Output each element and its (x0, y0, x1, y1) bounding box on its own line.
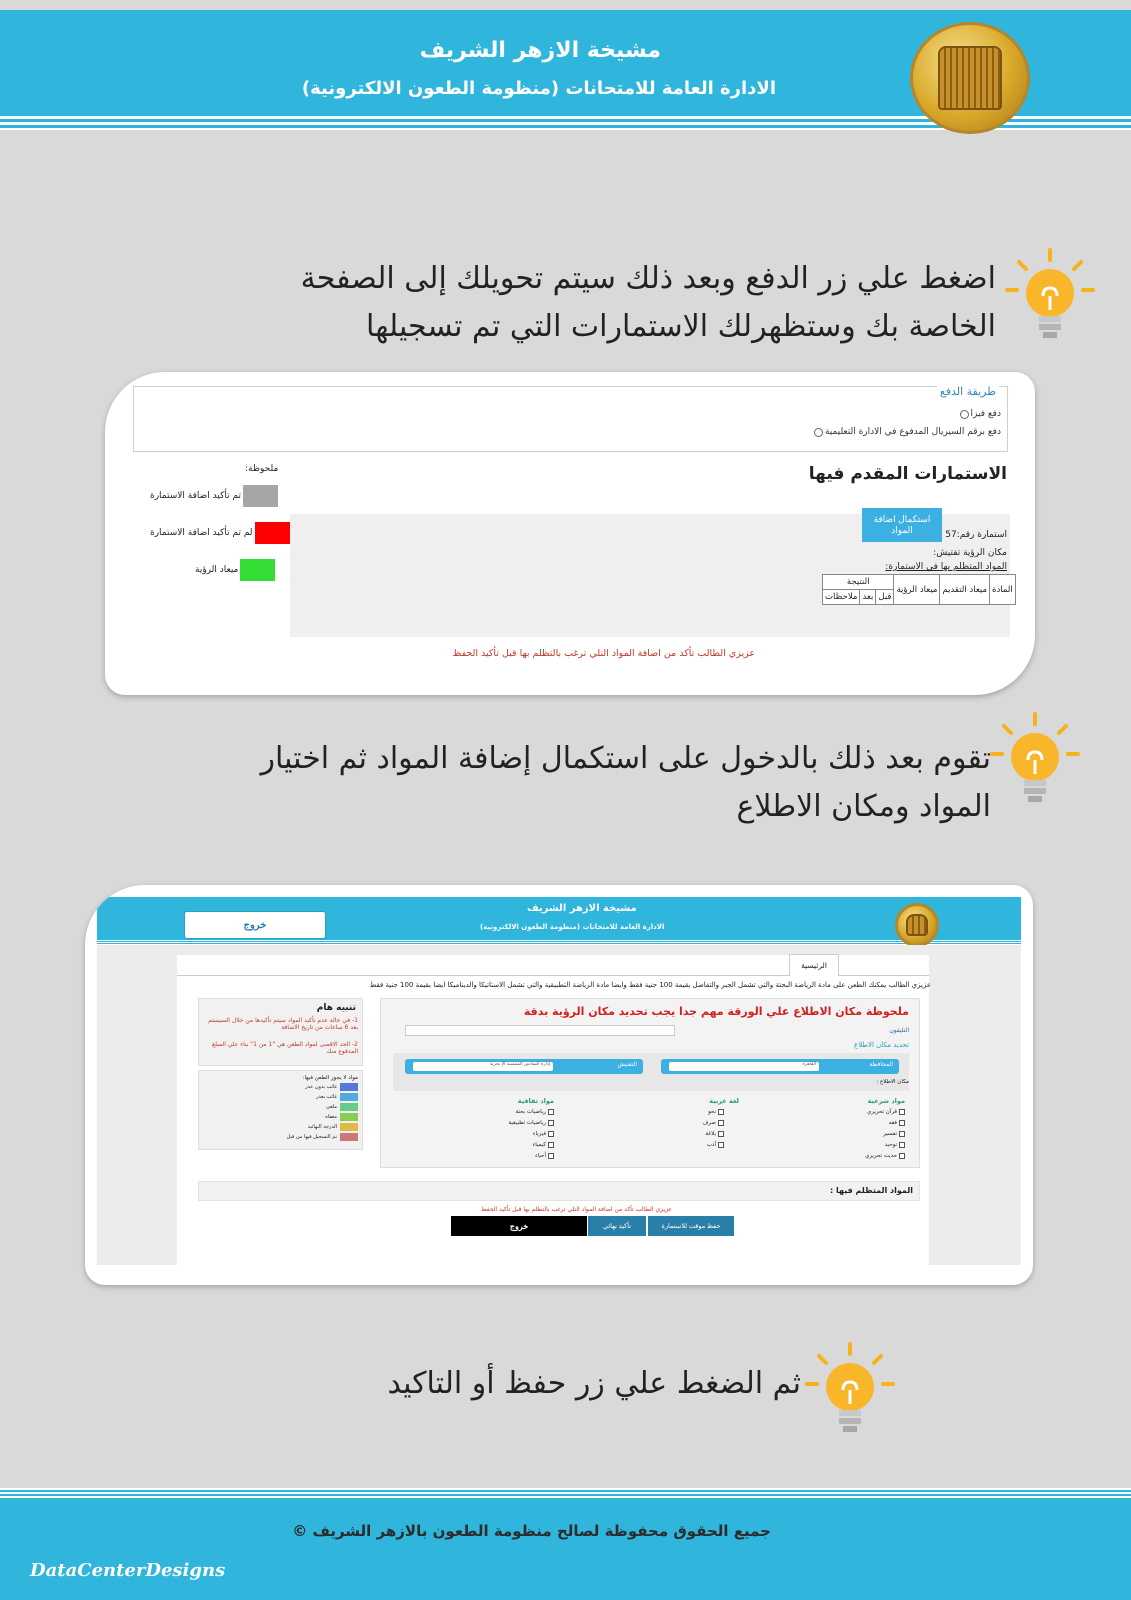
pay-serial-radio[interactable] (814, 428, 823, 437)
instruction-step-2 (111, 735, 991, 831)
legend-swatch-green (240, 559, 275, 581)
governorate-label: المحافظة (869, 1061, 893, 1068)
save-temp-button[interactable]: حفظ موقت للاستمارة (648, 1216, 734, 1236)
pay-visa-radio[interactable] (960, 410, 969, 419)
screenshot1-warning: عزيزي الطالب تأكد من اضافة المواد التلي ترغب بالتظلم بها قبل تأكيد الحفظ (452, 648, 755, 659)
pay-visa-label: دفع فيزا (970, 409, 1001, 419)
footer-copyright: جميع الحقوق محفوظة لصالح منظومة الطعون بالازهر الشريف © (292, 1522, 771, 1540)
key-item: تم التسجيل فيها من قبل (287, 1133, 358, 1141)
key-item: الدرجة النهائية (308, 1123, 358, 1131)
subject-checkbox[interactable]: تفسير (883, 1131, 905, 1137)
subject-checkbox[interactable]: حديث تحريري (865, 1153, 905, 1159)
pricing-note: عزيزي الطالب يمكنك الطعن على مادة الرياضة البحتة والتي تشمل الجبر والتفاضل بقيمة 100 جنية فقط وايضا مادة الرياضة التطبيقية والتي تشمل الاستاتيكا والديناميكا ايضا بقيمة 100 جنية فقط (369, 981, 931, 989)
subjects-label: المواد المتظلم بها في الاستمارة: (885, 562, 1007, 572)
screenshot-subjects-form (85, 885, 1033, 1285)
governorate-select[interactable] (661, 1059, 899, 1074)
visit-location: مكان الرؤية تفتيش: (933, 548, 1007, 558)
legend-not-confirmed-label: لم تم تأكيد اضافة الاستمارة (150, 528, 253, 538)
phone-label: التليفون (889, 1027, 909, 1034)
non-appealable-key-box (198, 1070, 363, 1150)
instruction-step-1-line2: الخاصة بك وستظهرلك الاستمارات التي تم تسجيلها (366, 309, 996, 344)
inspection-value: إدارة السادس المنتسبة الإ بجرية (413, 1062, 553, 1071)
payment-method-fieldset (133, 386, 1008, 452)
legend-visit-date (195, 559, 275, 581)
subject-checkbox[interactable]: أحياء (535, 1153, 554, 1159)
azhar-seal-logo (910, 22, 1030, 134)
phone-input[interactable] (405, 1025, 675, 1036)
applications-title: الاستمارات المقدم فيها (808, 464, 1007, 484)
footer-brand: DataCenterDesigns (30, 1560, 226, 1581)
final-confirm-button[interactable]: تأكيد نهائي (588, 1216, 646, 1236)
subject-checkbox[interactable]: أدب (707, 1142, 724, 1148)
form-title: ملحوظة مكان الاطلاع علي الورقة مهم جدا يجب تحديد مكان الرؤية بدقة (523, 1005, 909, 1018)
payment-method-legend: طريقة الدفع (937, 385, 999, 398)
instruction-step-2-line1: تقوم بعد ذلك بالدخول على استكمال إضافة المواد ثم اختيار (260, 741, 991, 776)
subject-checkbox[interactable]: بلاغة (705, 1131, 724, 1137)
subjects-table (822, 574, 1016, 605)
col-subject: المادة (990, 575, 1016, 605)
instruction-step-1 (136, 255, 996, 351)
legend-swatch-grey (243, 485, 278, 507)
col-visit-date: ميعاد الرؤية (894, 575, 940, 605)
exit-button-bottom[interactable]: خروج (451, 1216, 587, 1236)
subject-checkbox[interactable]: توحيد (885, 1142, 905, 1148)
legend-visit-date-label: ميعاد الرؤية (195, 565, 239, 575)
pay-visa-option[interactable] (960, 409, 1001, 419)
key-item: غائب بعذر (316, 1093, 358, 1101)
col-notes: ملاحظات (823, 590, 860, 605)
screenshot2-warning: عزيزي الطالب تأكد من اضافة المواد التلي ترغب بالتظلم بها قبل تأكيد الحفظ (481, 1206, 673, 1213)
subject-checkbox[interactable]: رياضيات تطبيقية (508, 1120, 554, 1126)
pay-serial-label: دفع برقم السيريال المدفوع في الادارة التعليمية (824, 427, 1001, 437)
subject-checkbox[interactable]: رياضيات بحتة (516, 1109, 554, 1115)
azhar-seal-logo-small (895, 903, 939, 947)
instruction-step-2-line2: المواد ومكان الاطلاع (736, 789, 991, 824)
important-alert-box (198, 998, 363, 1066)
lightbulb-icon (1005, 248, 1095, 348)
registered-subjects-bar (198, 1181, 920, 1201)
legend-confirmed-label: تم تأكيد اضافة الاستمارة (150, 491, 241, 501)
instruction-step-1-line1: اضغط علي زر الدفع وبعد ذلك سيتم تحويلك إلى الصفحة (300, 261, 996, 296)
key-item: غائب بدون عذر (305, 1083, 358, 1091)
category-sharia: مواد شرعية (867, 1097, 905, 1105)
registered-subjects-label: المواد المتظلم فيها : (829, 1186, 913, 1195)
alert-line-2: 2- الحد الاقصى لمواد الطعن هي "1 من 1" بناء علي المبلغ المدفوع منك (211, 1041, 358, 1055)
key-header: مواد لا يجوز الطعن فيها: (302, 1075, 358, 1081)
col-submit-date: ميعاد التقديم (940, 575, 990, 605)
subject-checkbox[interactable]: قرآن تحريري (867, 1109, 905, 1115)
banner-subtitle: الادارة العامة للامتحانات (منظومة الطعون الالكترونية) (301, 78, 776, 99)
tab-home[interactable]: الرئيسية (789, 954, 839, 976)
lightbulb-icon (990, 712, 1080, 812)
inner-header-title: مشيخة الازهر الشريف (527, 903, 637, 914)
access-place-label: مكان الاطلاع : (876, 1079, 909, 1085)
application-number: استمارة رقم:57 (945, 530, 1007, 540)
subject-checkbox[interactable]: صرف (703, 1120, 724, 1126)
alert-line-1: 1- في حالة عدم تأكيد المواد سيتم تأكيدها من خلال السيستم بعد 6 ساعات من تاريخ الاضافة (208, 1017, 358, 1031)
category-arabic: لغة عربية (709, 1097, 739, 1105)
inspection-label: التفتيش (617, 1061, 637, 1068)
governorate-value: القاهرة (669, 1062, 819, 1071)
col-before: قبل (876, 590, 894, 605)
col-after: بعد (860, 590, 876, 605)
key-item: ملغي (326, 1103, 358, 1111)
banner-title: مشيخة الازهر الشريف (419, 38, 661, 63)
screenshot-applications (105, 372, 1035, 695)
category-cultural: مواد ثقافية (517, 1097, 554, 1105)
key-item: معفاه (325, 1113, 358, 1121)
legend-confirmed (150, 485, 278, 507)
lightbulb-icon (805, 1342, 895, 1442)
col-result: النتيجة (823, 575, 894, 590)
instruction-step-3: ثم الضغط علي زر حفظ أو التاكيد (387, 1366, 801, 1401)
location-label: تحديد مكان الاطلاع (854, 1041, 909, 1049)
subject-checkbox[interactable]: فيزياء (533, 1131, 554, 1137)
location-form (380, 998, 920, 1168)
footer (0, 1488, 1131, 1600)
legend-not-confirmed (150, 522, 290, 544)
exit-button-top[interactable]: خروج (184, 911, 326, 939)
subject-checkbox[interactable]: نحو (708, 1109, 724, 1115)
note-label: ملحوظة: (245, 464, 279, 474)
complete-subjects-button[interactable]: استكمال اضافة المواد (862, 508, 942, 542)
inspection-select[interactable] (405, 1059, 643, 1074)
pay-serial-option[interactable] (814, 427, 1001, 437)
inner-header-subtitle: الادارة العامة للامتحانات (منظومة الطعون الالكترونية) (480, 923, 665, 931)
subject-checkbox[interactable]: كيمياء (533, 1142, 554, 1148)
legend-swatch-red (255, 522, 290, 544)
subject-checkbox[interactable]: فقه (889, 1120, 905, 1126)
alert-title: تنبيه هام (316, 1003, 356, 1013)
